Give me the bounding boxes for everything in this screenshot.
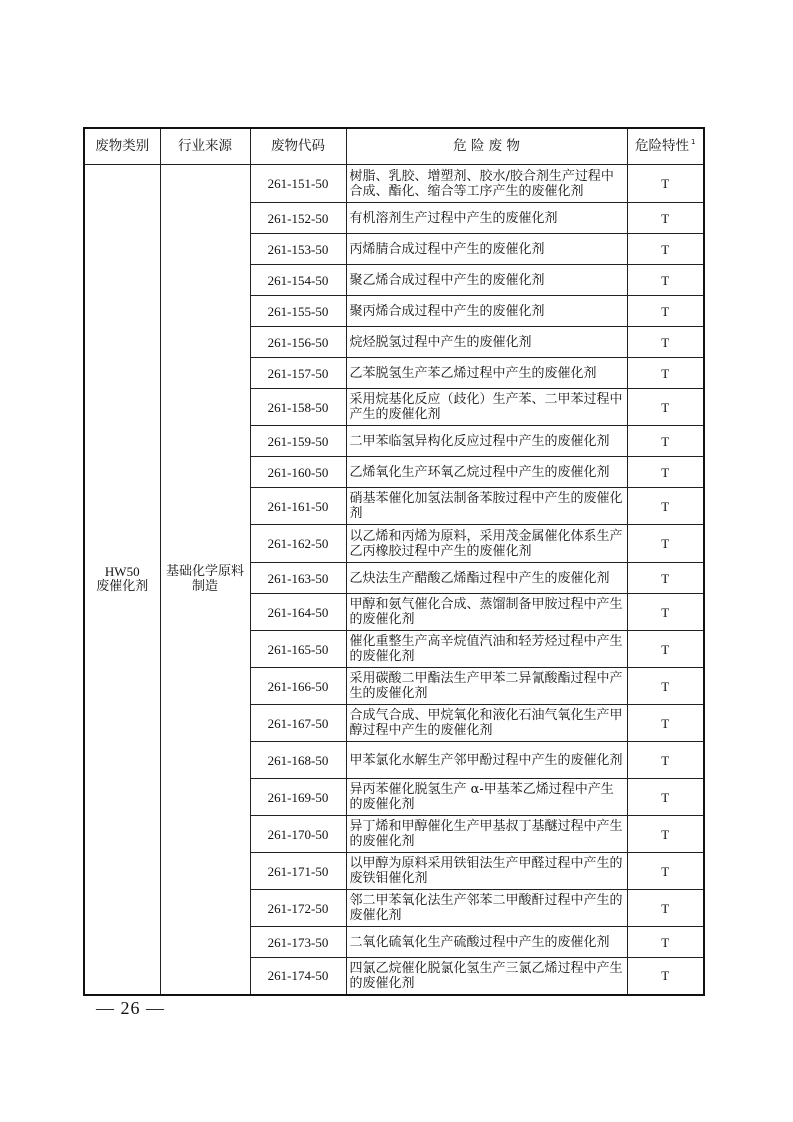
waste-code-cell: 261-171-50 xyxy=(250,853,346,890)
hazard-characteristic-cell: T xyxy=(627,296,704,327)
waste-description-cell: 以甲醇为原料采用铁钼法生产甲醛过程中产生的废铁钼催化剂 xyxy=(346,853,627,890)
waste-description-cell: 以乙烯和丙烯为原料，采用茂金属催化体系生产乙丙橡胶过程中产生的废催化剂 xyxy=(346,525,627,563)
hazard-characteristic-cell: T xyxy=(627,958,704,995)
hazard-characteristic-cell: T xyxy=(627,668,704,705)
hazard-characteristic-cell: T xyxy=(627,742,704,779)
waste-code-cell: 261-151-50 xyxy=(250,165,346,203)
category-name: 废催化剂 xyxy=(96,579,149,595)
page-number: — 26 — xyxy=(96,998,165,1018)
waste-code-cell: 261-161-50 xyxy=(250,488,346,525)
waste-code-cell: 261-154-50 xyxy=(250,265,346,296)
waste-description-cell: 聚丙烯合成过程中产生的废催化剂 xyxy=(346,296,627,327)
waste-code-cell: 261-172-50 xyxy=(250,890,346,927)
hazard-characteristic-cell: T xyxy=(627,165,704,203)
hazard-characteristic-cell: T xyxy=(627,234,704,265)
waste-description-cell: 乙炔法生产醋酸乙烯酯过程中产生的废催化剂 xyxy=(346,563,627,594)
header-hazard xyxy=(627,128,704,165)
waste-code-cell: 261-159-50 xyxy=(250,426,346,457)
table-body xyxy=(84,165,704,995)
hazard-characteristic-cell: T xyxy=(627,631,704,668)
waste-description-cell: 丙烯腈合成过程中产生的废催化剂 xyxy=(346,234,627,265)
hazard-characteristic-cell: T xyxy=(627,563,704,594)
table-row xyxy=(84,165,704,203)
waste-code-cell: 261-158-50 xyxy=(250,389,346,426)
waste-description-cell: 有机溶剂生产过程中产生的废催化剂 xyxy=(346,203,627,234)
waste-description-cell: 甲苯氯化水解生产邻甲酚过程中产生的废催化剂 xyxy=(346,742,627,779)
waste-description-cell: 采用碳酸二甲酯法生产甲苯二异氰酸酯过程中产生的废催化剂 xyxy=(346,668,627,705)
waste-code-cell: 261-152-50 xyxy=(250,203,346,234)
waste-description-cell: 异丙苯催化脱氢生产 α-甲基苯乙烯过程中产生的废催化剂 xyxy=(346,779,627,816)
waste-code-cell: 261-162-50 xyxy=(250,525,346,563)
hazard-characteristic-cell: T xyxy=(627,327,704,358)
hazard-characteristic-cell: T xyxy=(627,779,704,816)
hazard-characteristic-cell: T xyxy=(627,525,704,563)
waste-description-cell: 采用烷基化反应（歧化）生产苯、二甲苯过程中产生的废催化剂 xyxy=(346,389,627,426)
waste-description-cell: 聚乙烯合成过程中产生的废催化剂 xyxy=(346,265,627,296)
waste-description-cell: 树脂、乳胶、增塑剂、胶水/胶合剂生产过程中合成、酯化、缩合等工序产生的废催化剂 xyxy=(346,165,627,203)
waste-code-cell: 261-157-50 xyxy=(250,358,346,389)
hazard-characteristic-cell: T xyxy=(627,816,704,853)
waste-code-cell: 261-173-50 xyxy=(250,927,346,958)
waste-code-cell: 261-169-50 xyxy=(250,779,346,816)
hazard-characteristic-cell: T xyxy=(627,457,704,488)
waste-description-cell: 烷烃脱氢过程中产生的废催化剂 xyxy=(346,327,627,358)
hazard-characteristic-cell: T xyxy=(627,358,704,389)
header-category: 废物类别 xyxy=(84,128,160,165)
footnote-marker: 1 xyxy=(691,138,696,146)
waste-code-cell: 261-160-50 xyxy=(250,457,346,488)
waste-description-cell: 乙苯脱氢生产苯乙烯过程中产生的废催化剂 xyxy=(346,358,627,389)
hazard-characteristic-cell: T xyxy=(627,488,704,525)
waste-description-cell: 合成气合成、甲烷氧化和液化石油气氧化生产甲醇过程中产生的废催化剂 xyxy=(346,705,627,742)
waste-description-cell: 二甲苯临氢异构化反应过程中产生的废催化剂 xyxy=(346,426,627,457)
header-industry: 行业来源 xyxy=(160,128,250,165)
waste-code-cell: 261-155-50 xyxy=(250,296,346,327)
hazardous-waste-table xyxy=(83,127,705,996)
waste-description-cell: 二氧化硫氧化生产硫酸过程中产生的废催化剂 xyxy=(346,927,627,958)
waste-code-cell: 261-168-50 xyxy=(250,742,346,779)
header-code: 废物代码 xyxy=(250,128,346,165)
hazard-characteristic-cell: T xyxy=(627,853,704,890)
waste-description-cell: 硝基苯催化加氢法制备苯胺过程中产生的废催化剂 xyxy=(346,488,627,525)
waste-code-cell: 261-167-50 xyxy=(250,705,346,742)
hazard-characteristic-cell: T xyxy=(627,890,704,927)
waste-code-cell: 261-166-50 xyxy=(250,668,346,705)
waste-description-cell: 甲醇和氨气催化合成、蒸馏制备甲胺过程中产生的废催化剂 xyxy=(346,594,627,631)
hazard-characteristic-cell: T xyxy=(627,265,704,296)
industry-line-2: 制造 xyxy=(191,579,218,595)
hazard-characteristic-cell: T xyxy=(627,203,704,234)
waste-code-cell: 261-164-50 xyxy=(250,594,346,631)
waste-code-cell: 261-156-50 xyxy=(250,327,346,358)
hazard-characteristic-cell: T xyxy=(627,426,704,457)
waste-code-cell: 261-163-50 xyxy=(250,563,346,594)
header-waste: 危 险 废 物 xyxy=(346,128,627,165)
hazard-characteristic-cell: T xyxy=(627,594,704,631)
category-code: HW50 xyxy=(104,564,140,580)
industry-cell xyxy=(160,165,250,995)
waste-description-cell: 异丁烯和甲醇催化生产甲基叔丁基醚过程中产生的废催化剂 xyxy=(346,816,627,853)
industry-line-1: 基础化学原料 xyxy=(165,564,244,580)
category-cell xyxy=(84,165,160,995)
waste-description-cell: 四氯乙烷催化脱氯化氢生产三氯乙烯过程中产生的废催化剂 xyxy=(346,958,627,995)
table-header-row xyxy=(84,128,704,165)
hazard-characteristic-cell: T xyxy=(627,927,704,958)
hazard-characteristic-cell: T xyxy=(627,705,704,742)
waste-code-cell: 261-170-50 xyxy=(250,816,346,853)
waste-code-cell: 261-165-50 xyxy=(250,631,346,668)
header-hazard-label: 危险特性 xyxy=(635,138,690,154)
waste-code-cell: 261-153-50 xyxy=(250,234,346,265)
waste-description-cell: 乙烯氧化生产环氧乙烷过程中产生的废催化剂 xyxy=(346,457,627,488)
hazard-characteristic-cell: T xyxy=(627,389,704,426)
waste-code-cell: 261-174-50 xyxy=(250,958,346,995)
waste-description-cell: 催化重整生产高辛烷值汽油和轻芳烃过程中产生的废催化剂 xyxy=(346,631,627,668)
waste-description-cell: 邻二甲苯氧化法生产邻苯二甲酸酐过程中产生的废催化剂 xyxy=(346,890,627,927)
